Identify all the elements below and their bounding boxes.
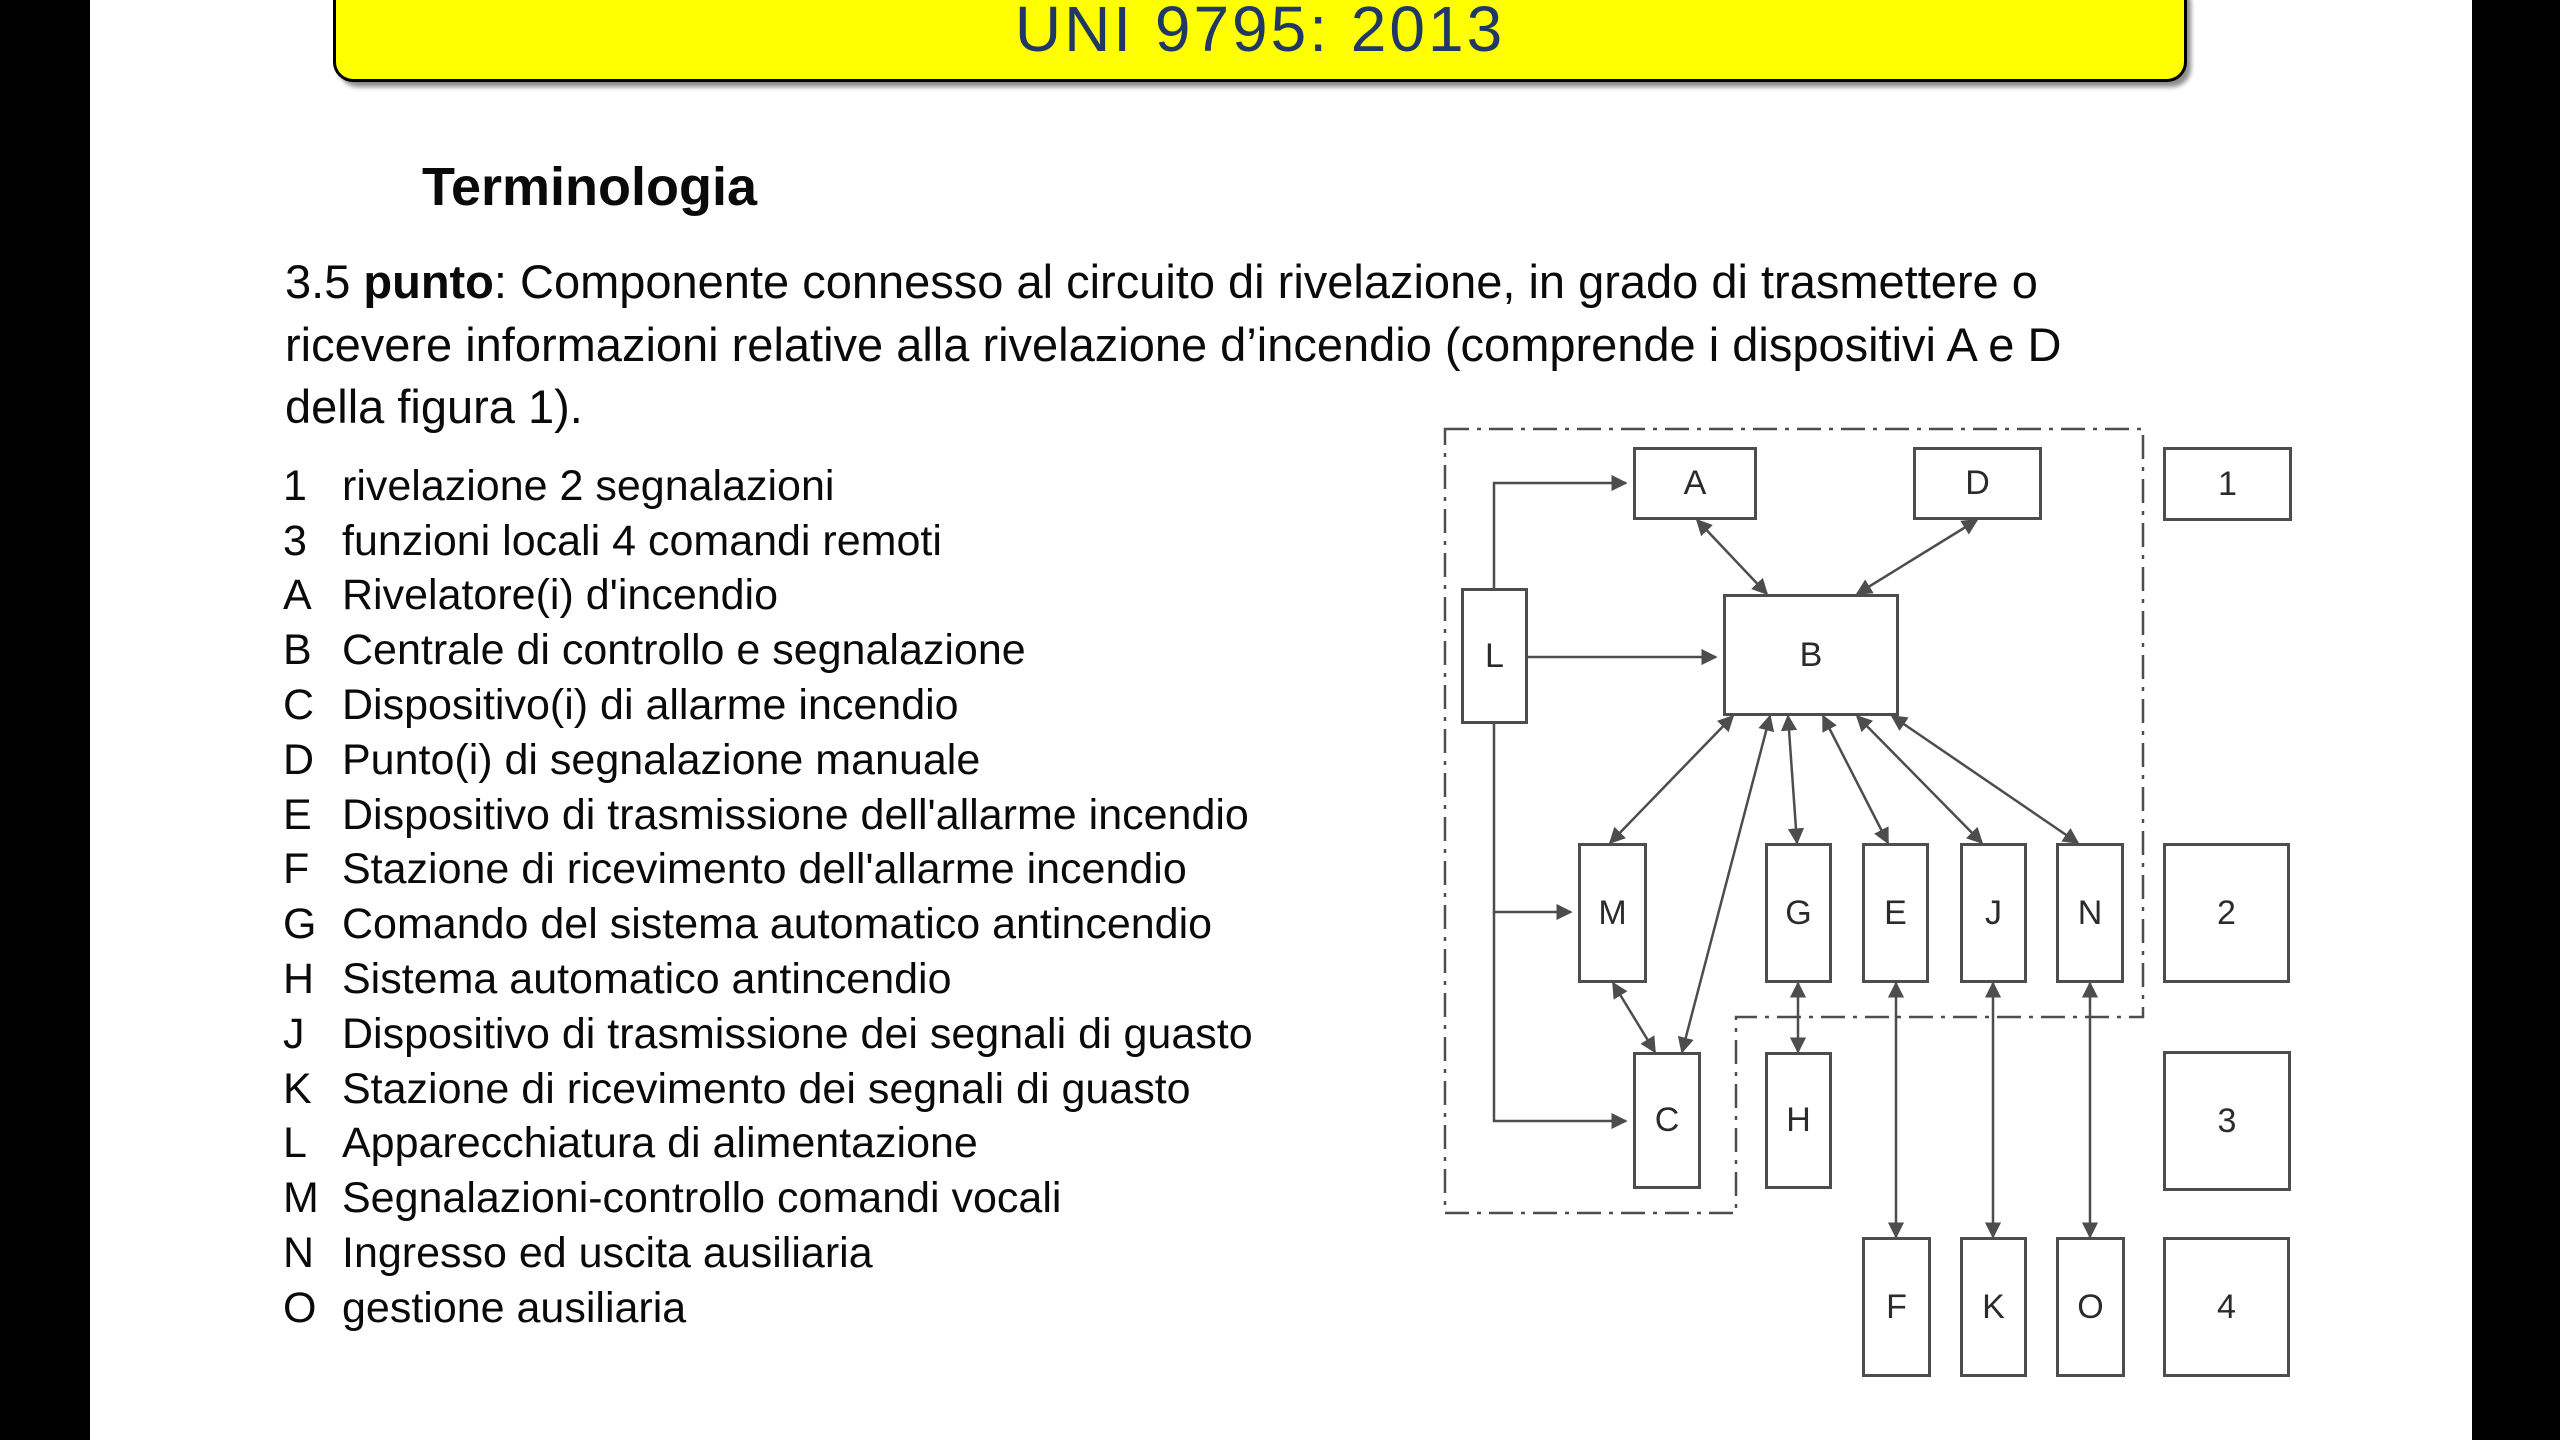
legend-key: B (283, 626, 312, 675)
figure-1-diagram (1420, 400, 2330, 1410)
connection-B-E (1823, 716, 1888, 843)
legend-item-J (283, 1007, 1253, 1062)
legend-text: Stazione di ricevimento dei segnali di guasto (342, 1064, 1191, 1113)
connection-L-M (1494, 724, 1571, 912)
diagram-box-label: 1 (2218, 464, 2237, 503)
term-punto: punto (363, 255, 494, 308)
diagram-box-label: 3 (2217, 1101, 2237, 1140)
legend-text: Punto(i) di segnalazione manuale (342, 735, 981, 784)
diagram-box-label: B (1799, 635, 1823, 674)
diagram-box-F (1862, 1237, 1931, 1377)
legend-key: F (283, 845, 310, 894)
diagram-box-z4 (2163, 1237, 2290, 1377)
title-banner (333, 0, 2187, 82)
diagram-box-H (1765, 1052, 1832, 1189)
diagram-box-E (1862, 843, 1929, 983)
legend-key: D (283, 735, 315, 784)
diagram-box-N (2056, 843, 2124, 983)
legend-key: G (283, 900, 317, 949)
legend-item-O (283, 1281, 1253, 1336)
legend-text: Centrale di controllo e segnalazione (342, 626, 1026, 675)
connection-A-B (1697, 520, 1767, 594)
legend-text: Sistema automatico antincendio (342, 955, 952, 1004)
diagram-box-label: N (2077, 893, 2103, 932)
legend-item-D (283, 733, 1253, 788)
diagram-box-J (1960, 843, 2027, 983)
diagram-box-label: C (1654, 1101, 1680, 1139)
diagram-box-label: A (1683, 464, 1707, 502)
legend-item-H (283, 952, 1253, 1007)
diagram-box-label: 4 (2217, 1287, 2236, 1326)
legend-item-B (283, 623, 1253, 678)
diagram-box-label: F (1886, 1287, 1907, 1326)
diagram-box-label: 2 (2217, 893, 2236, 932)
legend-key: M (283, 1174, 319, 1223)
connection-L-A (1494, 483, 1626, 588)
figure-legend (283, 459, 1253, 1336)
legend-key: E (283, 790, 312, 839)
legend-text: Dispositivo di trasmissione dell'allarme incendio (342, 790, 1249, 839)
legend-key: N (283, 1229, 315, 1278)
legend-item-N (283, 1226, 1253, 1281)
diagram-box-label: O (2077, 1287, 2104, 1326)
legend-item-E (283, 788, 1253, 843)
legend-item-A (283, 569, 1253, 624)
diagram-box-z2 (2163, 843, 2290, 983)
diagram-box-label: G (1785, 893, 1812, 932)
legend-text: gestione ausiliaria (342, 1283, 687, 1332)
legend-item-1 (283, 459, 1253, 514)
paragraph-line-1: 3.5 punto: Componente connesso al circuito di rivelazione, in grado di trasmettere o (285, 255, 2038, 308)
diagram-box-label: E (1884, 893, 1907, 932)
legend-key: A (283, 571, 312, 620)
diagram-box-label: H (1786, 1101, 1811, 1139)
legend-text: Rivelatore(i) d'incendio (342, 571, 779, 620)
legend-item-3 (283, 514, 1253, 569)
diagram-box-B (1723, 594, 1899, 716)
diagram-box-C (1633, 1052, 1701, 1189)
diagram-box-A (1633, 447, 1757, 520)
letterbox-right (2472, 0, 2560, 1440)
paragraph-line-2: ricevere informazioni relative alla rivelazione d’incendio (comprende i dispositivi A e D (285, 317, 2062, 371)
diagram-box-D (1913, 447, 2042, 520)
legend-item-G (283, 897, 1253, 952)
diagram-box-L (1461, 588, 1528, 724)
legend-key: 1 (283, 461, 307, 510)
diagram-box-z1 (2163, 447, 2292, 521)
legend-key: 3 (283, 516, 307, 565)
diagram-box-label: M (1598, 893, 1627, 932)
legend-item-F (283, 843, 1253, 898)
diagram-box-O (2056, 1237, 2125, 1377)
page-title: UNI 9795: 2013 (1014, 0, 1506, 65)
diagram-box-z3 (2163, 1051, 2291, 1191)
legend-text: funzioni locali 4 comandi remoti (342, 516, 942, 565)
diagram-box-label: K (1982, 1287, 2005, 1326)
legend-text: Segnalazioni-controllo comandi vocali (342, 1174, 1062, 1223)
legend-key: J (283, 1009, 305, 1058)
diagram-box-label: D (1965, 464, 1990, 502)
legend-key: O (283, 1283, 317, 1332)
legend-item-C (283, 678, 1253, 733)
connection-B-M (1610, 716, 1733, 843)
diagram-box-label: L (1485, 636, 1504, 675)
legend-text: Comando del sistema automatico antincendio (342, 900, 1213, 949)
legend-key: K (283, 1064, 312, 1113)
legend-item-K (283, 1062, 1253, 1117)
section-heading: Terminologia (422, 157, 758, 217)
connection-M-C (1613, 983, 1655, 1052)
connection-D-B (1857, 520, 1977, 594)
legend-text: Apparecchiatura di alimentazione (342, 1119, 978, 1168)
diagram-box-K (1960, 1237, 2027, 1377)
legend-text: Dispositivo di trasmissione dei segnali di guasto (342, 1009, 1253, 1058)
legend-text: Stazione di ricevimento dell'allarme incendio (342, 845, 1187, 894)
letterbox-left (0, 0, 90, 1440)
legend-key: L (283, 1119, 307, 1168)
connection-B-G (1788, 716, 1797, 843)
connection-B-C (1682, 716, 1770, 1052)
legend-text: rivelazione 2 segnalazioni (342, 461, 835, 510)
legend-item-L (283, 1117, 1253, 1172)
legend-item-M (283, 1171, 1253, 1226)
legend-text: Dispositivo(i) di allarme incendio (342, 681, 959, 730)
diagram-box-label: J (1985, 893, 2002, 932)
diagram-box-M (1578, 843, 1647, 983)
legend-key: H (283, 955, 315, 1004)
diagram-box-G (1765, 843, 1832, 983)
legend-text: Ingresso ed uscita ausiliaria (342, 1229, 873, 1278)
legend-key: C (283, 681, 315, 730)
paragraph-line-3: della figura 1). (285, 380, 583, 433)
